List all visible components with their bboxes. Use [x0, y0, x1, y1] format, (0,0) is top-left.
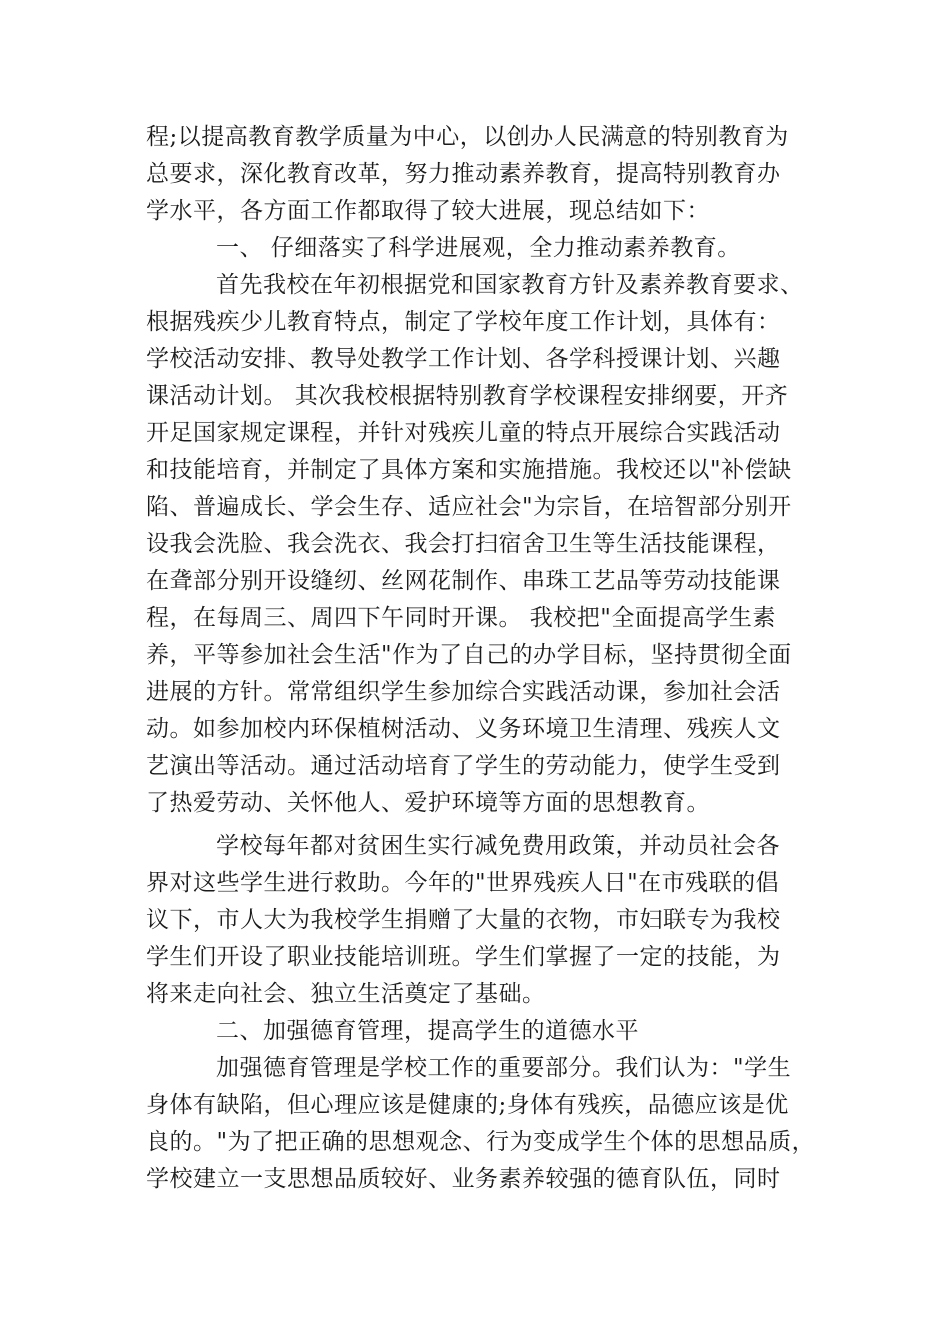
text-line: 学校活动安排、教导处教学工作计划、各学科授课计划、兴趣: [146, 346, 781, 372]
text-line: 艺演出等活动。通过活动培育了学生的劳动能力，使学生受到: [146, 753, 781, 779]
text-line: 进展的方针。常常组织学生参加综合实践活动课，参加社会活: [146, 679, 781, 705]
text-line: 陷、普遍成长、学会生存、适应社会"为宗旨，在培智部分别开: [146, 494, 792, 520]
text-line: 加强德育管理是学校工作的重要部分。我们认为："学生: [216, 1055, 792, 1081]
text-line: 程;以提高教育教学质量为中心，以创办人民满意的特别教育为: [146, 124, 789, 150]
text-line: 设我会洗脸、我会洗衣、我会打扫宿舍卫生等生活技能课程，: [146, 531, 781, 557]
text-line: 身体有缺陷，但心理应该是健康的;身体有残疾，品德应该是优: [146, 1092, 789, 1118]
text-line: 良的。"为了把正确的思想观念、行为变成学生个体的思想品质，: [146, 1129, 816, 1155]
text-line: 界对这些学生进行救助。今年的"世界残疾人日"在市残联的倡: [146, 870, 780, 896]
text-line: 开足国家规定课程，并针对残疾儿童的特点开展综合实践活动: [146, 420, 781, 446]
section-heading: 一、 仔细落实了科学进展观，全力推动素养教育。: [216, 235, 741, 261]
text-line: 学生们开设了职业技能培训班。学生们掌握了一定的技能，为: [146, 944, 781, 970]
text-line: 在聋部分别开设缝纫、丝网花制作、串珠工艺品等劳动技能课: [146, 568, 781, 594]
text-line: 学水平，各方面工作都取得了较大进展，现总结如下：: [146, 198, 710, 224]
text-line: 养，平等参加社会生活"作为了自己的办学目标，坚持贯彻全面: [146, 642, 792, 668]
text-line: 议下，市人大为我校学生捐赠了大量的衣物，市妇联专为我校: [146, 907, 781, 933]
text-line: 学校每年都对贫困生实行减免费用政策，并动员社会各: [216, 833, 780, 859]
text-line: 和技能培育，并制定了具体方案和实施措施。我校还以"补偿缺: [146, 457, 792, 483]
text-line: 首先我校在年初根据党和国家教育方针及素养教育要求、: [216, 272, 804, 298]
section-heading: 二、加强德育管理，提高学生的道德水平: [216, 1018, 639, 1044]
text-line: 程，在每周三、周四下午同时开课。 我校把"全面提高学生素: [146, 605, 776, 631]
text-line: 了热爱劳动、关怀他人、爱护环境等方面的思想教育。: [146, 790, 710, 816]
text-line: 将来走向社会、独立生活奠定了基础。: [146, 981, 546, 1007]
text-line: 动。如参加校内环保植树活动、义务环境卫生清理、残疾人文: [146, 716, 781, 742]
text-line: 课活动计划。 其次我校根据特别教育学校课程安排纲要，开齐: [146, 383, 789, 409]
text-line: 总要求，深化教育改革，努力推动素养教育，提高特别教育办: [146, 161, 781, 187]
text-line: 学校建立一支思想品质较好、业务素养较强的德育队伍，同时: [146, 1166, 781, 1192]
text-line: 根据残疾少儿教育特点，制定了学校年度工作计划，具体有：: [146, 309, 781, 335]
